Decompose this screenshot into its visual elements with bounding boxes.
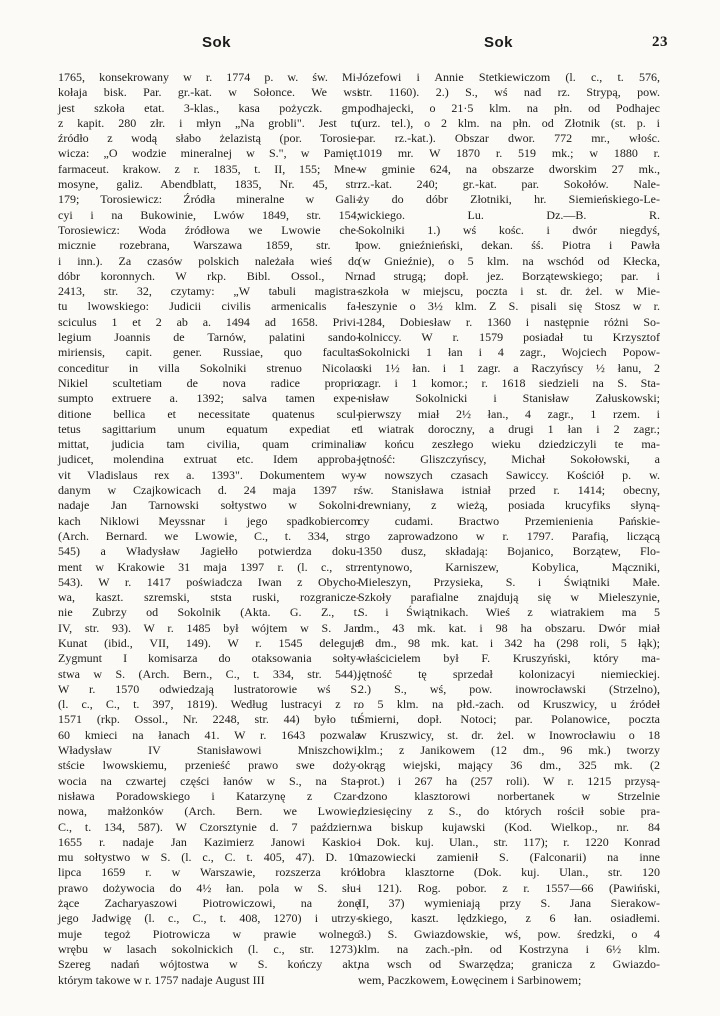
text-line: cy cudami. Bractwo Przemienienia Pańskie- (358, 513, 660, 528)
text-line: 2.) S., wś, pow. inowrocławski (Strzelno), (358, 681, 660, 696)
text-line: którym takowe w r. 1757 nadaje August III (58, 972, 265, 987)
text-line: Mieleszyn, Przysieka, S. i Świątniki Małe. (358, 574, 660, 589)
text-line: 1350 dusz, składają: Bojanico, Borzątew, Flo- (358, 544, 660, 559)
text-line: 2413, str. 32, czytamy: „W tabuli magistra- (58, 284, 360, 299)
text-line: Szkoły parafialne znajdują się w Mieleszynie, (358, 590, 660, 605)
text-line: jego Jadwigę (l. c., C., t. 408, 1270) i utrzy- (58, 911, 360, 926)
text-line: prawo dożywocia do 4½ łan. pola w S. słu- (58, 880, 360, 895)
text-line: (l. c., C., t. 397, 1819). Według lustracyi z r. (58, 697, 360, 712)
text-line: S. i Świątnikach. Wieś z wiatrakiem ma 5 (358, 605, 660, 620)
running-head-left: Sok (202, 34, 232, 51)
running-head-right: Sok (484, 34, 514, 51)
text-line: conceditur in villa Sokolniki strenuo Nicolao (58, 360, 360, 375)
text-line: sumpto extruere a. 1392; salva tamen expe- (58, 391, 360, 406)
text-line: 1571 (rkp. Ossol., Nr. 2248, str. 44) było tu (58, 712, 360, 727)
text-line: Nikiel scultetiam de nova radice proprio (58, 375, 360, 390)
text-line: wa, kaszt. szremski, ststa ruski, rozgranicze- (58, 590, 360, 605)
column-gutter (356, 72, 357, 952)
text-line: pierwszy miał 2½ łan., 4 zagr., 1 rzem. i (358, 406, 660, 421)
text-line: Władysław IV Stanisławowi Mniszchowi, (58, 743, 360, 758)
text-line: w gminie 624, na obszarze dworskim 27 mk., (358, 161, 660, 176)
text-line: vit Vladislaus rex a. 1393". Dokumentem wy- (58, 467, 360, 482)
text-line: Kunat (ibid., VII, 149). W r. 1545 deleguje (58, 635, 360, 650)
text-line: jętność: Gliszczyńscy, Michał Sokołowski, a (358, 452, 660, 467)
text-line: mazowiecki zamienił S. (Falconarii) na inne (358, 850, 660, 865)
text-line: drewniany, z wieżą, posiada krucyfiks słyną- (358, 498, 660, 513)
text-line: go zaprowadzono w r. 1797. Parafią, liczącą (358, 528, 660, 543)
text-line: źródło z wodą słabo żelazistą (por. Torosie- (58, 131, 360, 146)
text-line: W r. 1570 odwiedzają lustratorowie wś S. (58, 681, 360, 696)
text-line: 60 kmieci na łanach 41. W r. 1643 pozwala (58, 727, 360, 742)
page-number: 23 (652, 34, 668, 50)
text-line: szkoła w miejscu, poczta i st. dr. żel. w Mie- (358, 284, 660, 299)
text-line: klm. na zach.-płn. od Kostrzyna i 6½ klm. (358, 941, 660, 956)
text-line: mittat, judicia tam civilia, quam criminalia (58, 437, 360, 452)
text-line: jętność tę sprzedał kolonizacyi niemieckiej. (358, 666, 660, 681)
text-line: stście lwowskiemu, przenieść prawo swe doży- (58, 758, 360, 773)
text-line: klm.; z Janikowem (12 dm., 96 mk.) tworzy (358, 743, 660, 758)
text-line: miriensis, capit. gener. Russiae, quo facultas (58, 345, 360, 360)
text-line: Sokolnicki 1 łan i 4 zagr., Wojciech Popow- (358, 345, 660, 360)
left-text-column (58, 70, 360, 987)
text-line: dzono klasztorowi norbertanek w Strzelnie (358, 788, 660, 803)
text-line: IV, str. 93). W r. 1485 był wójtem w S. Jan (58, 620, 360, 635)
text-line: wa biskup kujawski (Kod. Wielkop., nr. 84 (358, 819, 660, 834)
text-line: o 5 klm. na płd.-zach. od Kruszwicy, u źródeł (358, 697, 660, 712)
text-line: lipca 1659 r. w Warszawie, rozszerza król (58, 865, 360, 880)
text-line: kolniccy. W r. 1579 posiadał tu Krzysztof (358, 330, 660, 345)
text-line: 1 wiatrak doroczny, a drugi 1 łan i 2 zagr.; (358, 421, 660, 436)
text-line: danym w Czajkowicach d. 24 maja 1397 r. (58, 483, 360, 498)
text-line: okrąg wiejski, mający 36 dm., 325 mk. (2 (358, 758, 660, 773)
text-line: dziesięciny z S., do których rościł sobie pra- (358, 804, 660, 819)
text-line: Śmierni, dopł. Notoci; par. Polanowice, poczta (358, 712, 660, 727)
text-line: stwa w S. (Arch. Bern., C., t. 334, str. 544). (58, 666, 360, 681)
text-line: św. Stanisława istniał przed r. 1414; obecny, (358, 483, 660, 498)
text-line: ży do dóbr Złotniki, hr. Siemieńskiego-Le- (358, 192, 660, 207)
text-line: rz.-kat. 240; gr.-kat. par. Sokołów. Nale- (358, 177, 660, 192)
text-line: (w Gnieźnie), o 5 klm. na wschód od Kłecka, (358, 253, 660, 268)
text-line: Torosiewicz: Woda źródłowa we Lwowie che- (58, 222, 360, 237)
text-line: w końcu zeszłego wieku dziedziczyli te ma- (358, 437, 660, 452)
text-line: Józefowi i Annie Stetkiewiczom (l. c., t. 576, (358, 70, 660, 84)
text-line: z kapit. 280 złr. i młyn „Na grobli". Jest tu (58, 115, 360, 130)
text-line: 1765, konsekrowany w r. 1774 p. w. św. Mi- (58, 70, 360, 84)
text-line: wem, Paczkowem, Łowęcinem i Sarbinowem; (358, 972, 582, 987)
text-line: 1019 mr. W 1870 r. 519 mk.; w 1880 r. (358, 146, 660, 161)
text-line: Szereg nadań wójtostwa w S. kończy akt, (58, 957, 360, 972)
text-line: muje tegoż Piotrowicza w prawie wolnego (58, 926, 360, 941)
text-line: właścicielem był F. Kruszyński, który ma- (358, 651, 660, 666)
text-line: w nowszych czasach Sawiccy. Kościół p. w. (358, 467, 660, 482)
text-line: ski 1½ łan. i 1 zagr. a Raczyńscy ½ łanu, 2 (358, 360, 660, 375)
text-line: wicza: „O wodzie mineralnej w S.", w Pamięt. (58, 146, 360, 161)
text-line: sciculus 1 et 2 ab a. 1494 ad 1658. Privi- (58, 314, 360, 329)
text-line: judicet, molendina extruat etc. Idem approba- (58, 452, 360, 467)
text-line: ditione bellica et necessitate quatenus scul- (58, 406, 360, 421)
text-line: (Arch. Bernard. we Lwowie, C., t. 334, str. (58, 528, 360, 543)
text-line: wickiego. Lu. Dz.—B. R. (358, 207, 660, 222)
text-line: Zygmunt I komisarza do otaksowania sołty- (58, 651, 360, 666)
text-line: i Dok. kuj. Ulan., str. 117); r. 1220 Konrad (358, 834, 660, 849)
text-line: żące Zacharyaszowi Piotrowiczowi, na żonę (58, 896, 360, 911)
text-line: 1655 r. nadaje Jan Kazimierz Janowi Kaskio- (58, 834, 360, 849)
text-line: dm., 43 mk. kat. i 98 ha obszaru. Dwór miał (358, 620, 660, 635)
text-line: i inn.). Za czasów polskich należała wieś do (58, 253, 360, 268)
text-line: dobra klasztorne (Dok. kuj. Ulan., str. 120 (358, 865, 660, 880)
text-line: nisława Poradowskiego i Katarzynę z Czar- (58, 788, 360, 803)
text-line: 3.) S. Gwiazdowskie, wś, pow. średzki, o 4 (358, 926, 660, 941)
text-line: nisław Sokolnicki i Stanisław Załuskowski; (358, 391, 660, 406)
text-line: farmaceut. krakow. z r. 1835, t. II, 155; Mne- (58, 161, 360, 176)
text-line: nad strugą; dopł. jez. Borzątewskiego; par. i (358, 268, 660, 283)
text-line: tetus sagittarium unum equatum expediat et (58, 421, 360, 436)
text-line: tu lwowskiego: Judicii civilis armenicalis fa- (58, 299, 360, 314)
text-line: micznie rozebrana, Warszawa 1859, str. 1 (58, 238, 360, 253)
text-line: wrębu w lasach sokolnickich (l. c., str. 1273). (58, 941, 360, 956)
text-line: leszynie o 3½ klm. Z S. pisali się Stosz w r. (358, 299, 660, 314)
text-line: pow. gnieźnieński, dekan. śś. Piotra i Pawła (358, 238, 660, 253)
text-line: w Kruszwicy, st. dr. żel. w Inowrocławiu o 18 (358, 727, 660, 742)
text-line: cyi i na Bukowinie, Lwów 1849, str. 154; (58, 207, 360, 222)
text-line: rentynowo, Karniszew, Kobylica, Mączniki, (358, 559, 660, 574)
text-line: ment w Krakowie 31 maja 1397 r. (l. c., str. (58, 559, 360, 574)
text-line: legium Joannis de Tarnów, palatini sando- (58, 330, 360, 345)
text-line: nadaje Jan Tarnowski sołtystwo w Sokolni- (58, 498, 360, 513)
text-line: i 121). Rog. pobor. z r. 1557—66 (Pawiński, (358, 880, 660, 895)
text-line: 545) a Władysław Jagiełło potwierdza doku- (58, 544, 360, 559)
text-line: dóbr koronnych. W rkp. Bibl. Ossol., Nr. (58, 268, 360, 283)
text-line: 1284, Dobiesław r. 1360 i następnie różni So- (358, 314, 660, 329)
text-line: 8 dm., 98 mk. kat. i 342 ha (298 roli, 5 łąk); (358, 635, 660, 650)
text-line: str. 1160). 2.) S., wś nad rz. Strypą, pow. (358, 85, 660, 100)
text-line: prot.) i 267 ha (257 roli). W r. 1215 przysą- (358, 773, 660, 788)
text-line: mosyne, galiz. Abendblatt, 1835, Nr. 45, str. (58, 177, 360, 192)
text-line: (urz. tel.), o 2 klm. na płn. od Złotnik (st. p. i (358, 115, 660, 130)
text-line: nie Zubrzy od Sokolnik (Akta. G. Z., t. (58, 605, 360, 620)
text-line: 179; Torosiewicz: Źródła mineralne w Gali- (58, 192, 360, 207)
text-line: par. rz.-kat.). Obszar dwor. 772 mr., włośc. (358, 131, 660, 146)
text-line: C., t. 134, 587). W Czorsztynie d. 7 październ. (58, 819, 360, 834)
text-line: jest szkoła etat. 3-klas., kasa pożyczk. gm. (58, 100, 360, 115)
text-line: skiego, kaszt. lędzkiego, z 6 łan. osiadłemi. (358, 911, 660, 926)
text-line: Sokolniki 1.) wś kośc. i dwór niegdyś, (358, 222, 660, 237)
text-line: podhajecki, o 21·5 klm. na płn. od Podhajec (358, 100, 660, 115)
text-line: kołaja bisk. Par. gr.-kat. w Sołonce. We wsi (58, 85, 360, 100)
text-line: wocia na czwartej części łanów w S., na Sta- (58, 773, 360, 788)
text-line: mu sołtystwo w S. (l. c., C. t. 405, 47). D. 10 (58, 850, 360, 865)
text-line: kach Niklowi Meyssnar i jego spadkobiercom (58, 513, 360, 528)
text-line: zagr. i 1 komor.; r. 1618 siedzieli na S. Sta- (358, 375, 660, 390)
text-line: na wsch od Swarzędza; granicza z Gwiazdo- (358, 957, 660, 972)
text-line: II, 37) wymieniają przy S. Jana Sierakow- (358, 896, 660, 911)
text-line: nowa, małżonków (Arch. Bern. we Lwowie, (58, 804, 360, 819)
right-text-column (358, 70, 660, 987)
text-line: 543). W r. 1417 poświadcza Iwan z Obycho- (58, 574, 360, 589)
